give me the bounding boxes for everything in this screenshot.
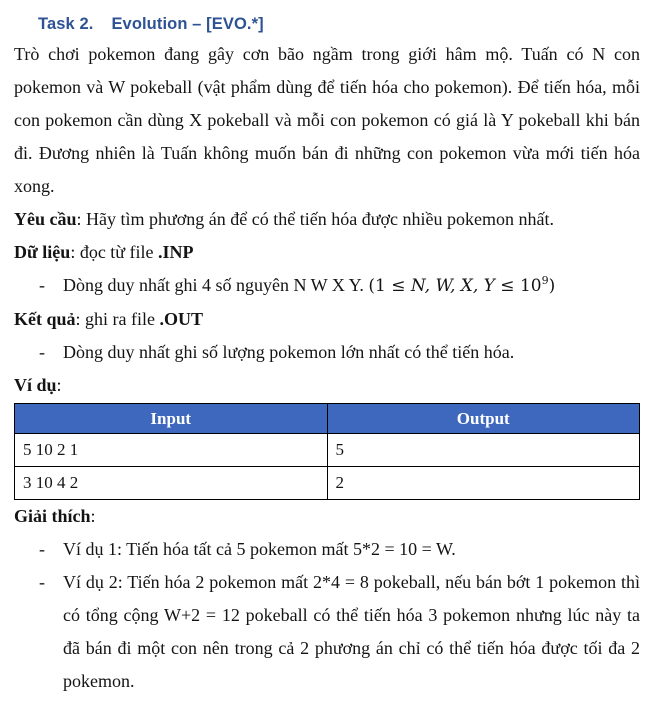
input-section-line <box>14 236 640 269</box>
requirement-line <box>14 203 640 236</box>
input-bullet <box>14 269 640 303</box>
bullet-dash: - <box>39 572 45 592</box>
table-header-row <box>15 404 640 434</box>
requirement-text: : Hãy tìm phương án để có thể tiến hóa được nhiều pokemon nhất. <box>76 209 554 229</box>
explanation-colon: : <box>90 506 96 526</box>
input-lead: : đọc từ file <box>70 242 159 262</box>
example-heading <box>14 369 640 402</box>
bullet-dash: - <box>39 275 45 295</box>
input-label: Dữ liệu <box>14 242 71 262</box>
table-row <box>15 434 640 467</box>
task-number: Task 2. <box>38 15 94 33</box>
explanation-text-1: Ví dụ 1: Tiến hóa tất cả 5 pokemon mất 5*2 = 10 = W. <box>63 539 456 559</box>
requirement-label: Yêu cầu <box>14 209 77 229</box>
output-label: Kết quả <box>14 309 76 329</box>
table-cell-output-2: 2 <box>327 467 640 500</box>
output-section-line <box>14 303 640 336</box>
constraint-exponent: 9 <box>541 274 549 287</box>
input-file-extension: .INP <box>158 242 194 262</box>
task-name: Evolution – [EVO.*] <box>111 15 264 33</box>
table-cell-output-1: 5 <box>327 434 640 467</box>
input-bullet-text: Dòng duy nhất ghi 4 số nguyên N W X Y. <box>63 275 369 295</box>
explanation-bullet-1 <box>14 533 640 566</box>
example-colon: : <box>56 375 62 395</box>
table-row <box>15 467 640 500</box>
output-bullet <box>14 336 640 369</box>
explanation-label: Giải thích <box>14 506 91 526</box>
table-header-output: Output <box>327 404 640 434</box>
constraint-mid: ≤ 10 <box>494 276 542 296</box>
output-bullet-text: Dòng duy nhất ghi số lượng pokemon lớn nhất có thể tiến hóa. <box>63 342 515 362</box>
constraint-close: ) <box>548 276 556 296</box>
explanation-bullet-2 <box>14 566 640 698</box>
explanation-heading <box>14 500 640 533</box>
intro-paragraph: Trò chơi pokemon đang gây cơn bão ngầm trong giới hâm mộ. Tuấn có N con pokemon và W pokeball (vật phẩm dùng để tiến hóa cho pokemon). Để tiến hóa, mỗi con pokemon cần dùng X pokeball và mỗi con pokemon có giá là Y pokeball khi bán đi. Đương nhiên là Tuấn không muốn bán đi những con pokemon vừa mới tiến hóa xong. <box>14 44 640 196</box>
explanation-text-2: Ví dụ 2: Tiến hóa 2 pokemon mất 2*4 = 8 pokeball, nếu bán bớt 1 pokemon thì có tổng cộng W+2 = 12 pokeball có thể tiến hóa 3 pokemon nhưng lúc này ta đã bán đi một con nên trong cả 2 phương án chỉ có thể tiến hóa được tối đa 2 pokemon. <box>63 572 640 691</box>
constraint-variables: N, W, X, Y <box>410 276 495 296</box>
table-header-input: Input <box>15 404 328 434</box>
bullet-dash: - <box>39 539 45 559</box>
task-title <box>38 12 640 37</box>
table-cell-input-2: 3 10 4 2 <box>15 467 328 500</box>
example-label: Ví dụ <box>14 375 57 395</box>
output-file-extension: .OUT <box>159 309 204 329</box>
bullet-dash: - <box>39 342 45 362</box>
output-lead: : ghi ra file <box>75 309 160 329</box>
table-cell-input-1: 5 10 2 1 <box>15 434 328 467</box>
example-table <box>14 403 640 500</box>
constraint-open: (1 ≤ <box>368 276 411 296</box>
